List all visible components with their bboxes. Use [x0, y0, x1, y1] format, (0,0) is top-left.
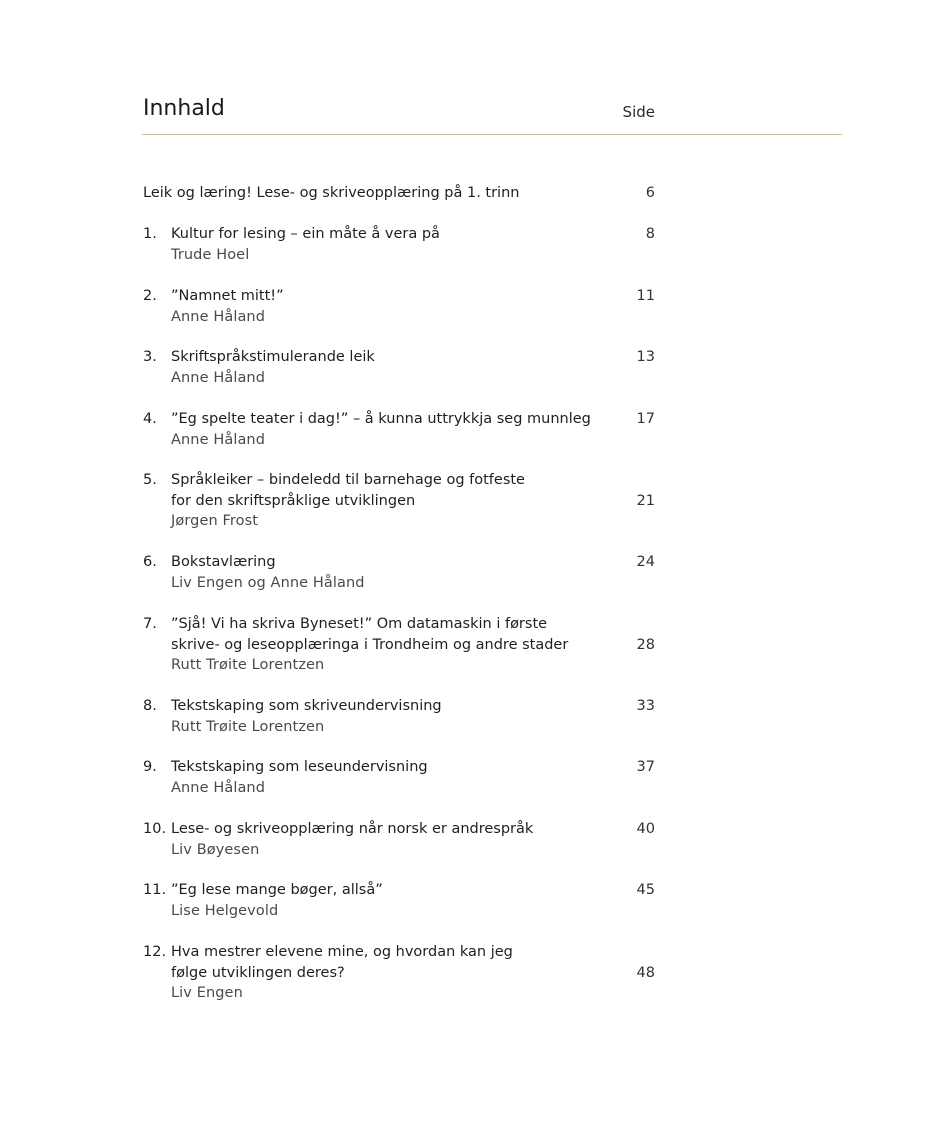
toc-entry-title: ”Eg spelte teater i dag!” – å kunna uttrykkja seg munnleg [171, 411, 591, 427]
toc-entry-body [171, 614, 591, 676]
toc-entry-author: Liv Engen og Anne Håland [171, 574, 365, 591]
toc-entry-title: Språkleiker – bindeledd til barnehage og fotfeste [171, 472, 525, 488]
page-column-label: Side [622, 103, 655, 121]
toc-page-number: 17 [636, 411, 655, 427]
toc-entry-author: Liv Bøyesen [171, 841, 260, 858]
toc-entry-number: 4. [143, 411, 157, 427]
toc-entry-body [171, 470, 591, 532]
toc-page-number: 45 [636, 882, 655, 898]
toc-page-number: 21 [636, 492, 655, 509]
toc-entry-body [171, 552, 591, 593]
toc-page-number: 28 [636, 636, 655, 653]
toc-entry-author: Rutt Trøite Lorentzen [171, 657, 325, 673]
toc-entry-body [171, 696, 591, 737]
toc-page-number: 11 [636, 288, 655, 304]
toc-entry-title: ”Sjå! Vi ha skriva Byneset!” Om datamaskin i første [171, 616, 548, 632]
toc-entry-body [171, 286, 591, 327]
toc-entry-author: Anne Håland [171, 431, 266, 448]
toc-page-number: 8 [645, 226, 655, 242]
toc-entry-body [171, 347, 591, 388]
toc-entry-number: 1. [143, 226, 157, 242]
toc-entry-title: Skriftspråkstimulerande leik [171, 349, 375, 365]
toc-entry-title: Tekstskaping som leseundervisning [171, 759, 428, 775]
toc-entry-author: Rutt Trøite Lorentzen [171, 718, 325, 735]
toc-entry-author: Anne Håland [171, 369, 266, 386]
toc-entry-number: 11. [143, 882, 167, 898]
toc-entry-number: 8. [143, 698, 157, 714]
toc-page-number: 6 [645, 185, 655, 201]
toc-entry-author: Lise Helgevold [171, 902, 279, 919]
toc-entry-number: 10. [143, 821, 167, 837]
toc-entry-number: 5. [143, 472, 157, 488]
toc-entry-title: Leik og læring! Lese- og skriveopplæring på 1. trinn [143, 185, 520, 201]
toc-entry-author: Jørgen Frost [171, 513, 259, 529]
toc-page-number: 13 [636, 349, 655, 365]
toc-page-number: 37 [636, 759, 655, 775]
toc-entry-author: Anne Håland [171, 308, 266, 325]
toc-entry-number: 6. [143, 554, 157, 570]
toc-page-number: 48 [636, 964, 655, 981]
toc-entry-title: Bokstavlæring [171, 554, 276, 570]
toc-entry-number: 2. [143, 288, 157, 304]
toc-entry-body [143, 183, 623, 204]
toc-entry-author: Anne Håland [171, 779, 266, 796]
toc-entry-number: 3. [143, 349, 157, 365]
toc-entry-title: ”Namnet mitt!” [171, 288, 284, 304]
toc-entry-body [171, 819, 591, 860]
toc-entry-body [171, 757, 591, 798]
toc-entry-number: 9. [143, 759, 157, 775]
toc-entry-number: 7. [143, 616, 157, 632]
toc-entry-title: Hva mestrer elevene mine, og hvordan kan jeg [171, 944, 513, 960]
toc-entry-title: Kultur for lesing – ein måte å vera på [171, 226, 440, 242]
toc-entry-author: Liv Engen [171, 985, 243, 1001]
toc-entry-title: Lese- og skriveopplæring når norsk er andrespråk [171, 821, 534, 837]
page-title: Innhald [143, 96, 225, 121]
toc-entry-title-cont: følge utviklingen deres? [171, 964, 345, 981]
toc-entry-body [171, 409, 591, 450]
toc-page-number: 33 [636, 698, 655, 714]
toc-entry-author: Trude Hoel [171, 246, 250, 263]
toc-entry-number: 12. [143, 944, 167, 960]
toc-entry-title-cont: for den skriftspråklige utviklingen [171, 492, 416, 509]
toc-entry-title: ”Eg lese mange bøger, allså” [171, 882, 383, 898]
toc-entry-body [171, 880, 591, 921]
toc-entry-title: Tekstskaping som skriveundervisning [171, 698, 442, 714]
toc-page-number: 40 [636, 821, 655, 837]
toc-page-number: 24 [636, 554, 655, 570]
toc-entry-body [171, 224, 591, 265]
toc-entry-title-cont: skrive- og leseopplæringa i Trondheim og andre stader [171, 636, 569, 653]
toc-entry-body [171, 942, 591, 1004]
